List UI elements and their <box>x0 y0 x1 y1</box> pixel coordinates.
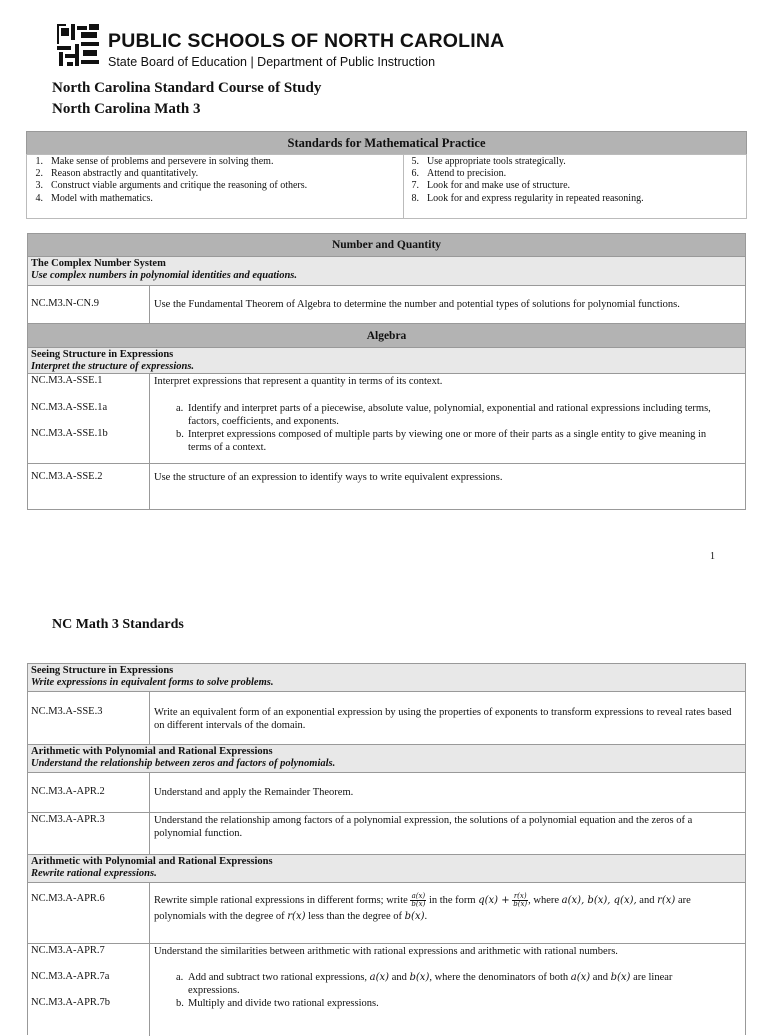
sub-standard: a. Identify and interpret parts of a piecewise, absolute value, polynomial, exponential and rational expressions including terms, factors, coefficients, and exponents. <box>176 403 711 427</box>
standard-code: NC.M3.A-APR.3 <box>31 814 105 825</box>
standards-table-page1 <box>27 233 746 510</box>
standard-code: NC.M3.A-SSE.2 <box>31 471 103 482</box>
standard-code: NC.M3.A-SSE.1b <box>31 428 108 439</box>
standard-text: Use the structure of an expression to identify ways to write equivalent expressions. <box>154 472 503 483</box>
table-row <box>28 773 745 813</box>
table-row <box>28 944 745 1036</box>
standard-text: Use the Fundamental Theorem of Algebra to determine the number and potential types of solutions for polynomial functions. <box>154 299 680 310</box>
standard-code: NC.M3.A-APR.2 <box>31 786 105 797</box>
table-row <box>28 883 745 944</box>
org-subtitle: State Board of Education | Department of Public Instruction <box>108 55 436 69</box>
sub-standard: b. Multiply and divide two rational expressions. <box>176 998 379 1009</box>
cluster-zeros-factors: Arithmetic with Polynomial and Rational Expressions Understand the relationship between zeros and factors of polynomials. <box>28 745 745 773</box>
nc-dpi-logo <box>55 22 101 68</box>
standard-code: NC.M3.A-SSE.1 <box>31 375 103 386</box>
standard-code: NC.M3.A-APR.7b <box>31 997 111 1008</box>
standard-text: Interpret expressions that represent a quantity in terms of its context. <box>154 376 443 387</box>
standard-code: NC.M3.A-APR.6 <box>31 893 105 904</box>
practices-heading: Standards for Mathematical Practice <box>26 131 747 155</box>
standard-code: NC.M3.A-SSE.3 <box>31 706 103 717</box>
sub-standard: b. Interpret expressions composed of multiple parts by viewing one or more of their parts as a single entity to give meaning in terms of a context. <box>176 429 707 453</box>
practice-item: 2. Reason abstractly and quantitatively. <box>35 168 199 180</box>
table-row <box>28 464 745 510</box>
cluster-equivalent-forms: Seeing Structure in Expressions Write expressions in equivalent forms to solve problems. <box>28 664 745 692</box>
practices-right-column <box>403 156 644 205</box>
standards-table-page2 <box>27 663 746 1035</box>
section-heading: NC Math 3 Standards <box>52 617 184 632</box>
standard-code: NC.M3.N-CN.9 <box>31 298 99 309</box>
standard-text: Understand the similarities between arithmetic with rational expressions and arithmetic with rational numbers. <box>154 946 618 957</box>
org-name: PUBLIC SCHOOLS OF NORTH CAROLINA <box>108 30 505 52</box>
cluster-seeing-structure: Seeing Structure in Expressions Interpret the structure of expressions. <box>28 348 745 374</box>
course-title: North Carolina Math 3 <box>52 101 201 117</box>
standard-text: Write an equivalent form of an exponential expression by using the properties of exponents to transform expressions to reveal rates based on different intervals of the domain. <box>154 707 732 731</box>
cluster-rewrite-rational: Arithmetic with Polynomial and Rational Expressions Rewrite rational expressions. <box>28 855 745 883</box>
document-title: North Carolina Standard Course of Study <box>52 80 322 96</box>
standard-code: NC.M3.A-SSE.1a <box>31 402 108 413</box>
table-row <box>28 813 745 855</box>
practice-item: 5. Use appropriate tools strategically. <box>411 156 566 167</box>
standard-text: Rewrite simple rational expressions in different forms; write $\frac{a(x)}{b(x)}$ in the form q(x) + $\frac{r(x)}{b(x)}$ , where a(x), b(x), q(x), and r(x) are polynomials with the degree of r(x) less than the degree of b(x). <box>154 892 691 922</box>
table-row <box>28 286 745 324</box>
table-row <box>28 692 745 745</box>
practices-list <box>26 154 747 219</box>
practice-item: 7. Look for and make use of structure. <box>411 180 571 192</box>
practice-item: 8. Look for and express regularity in repeated reasoning. <box>411 192 644 204</box>
number-and-quantity-band: Number and Quantity <box>28 234 745 257</box>
sub-standard: a. Add and subtract two rational expressions, a(x) and b(x), where the denominators of both a(x) and b(x) are linear expressions. <box>176 972 673 996</box>
practice-item: 6. Attend to precision. <box>411 168 507 180</box>
standard-code: NC.M3.A-APR.7a <box>31 971 110 982</box>
practice-item: 1. Make sense of problems and persevere in solving them. <box>35 156 274 167</box>
practice-item: 3. Construct viable arguments and critique the reasoning of others. <box>35 180 308 192</box>
algebra-band: Algebra <box>28 324 745 348</box>
standard-text: Understand the relationship among factors of a polynomial expression, the solutions of a polynomial equation and the zeros of a polynomial function. <box>154 815 693 839</box>
standard-text: Understand and apply the Remainder Theorem. <box>154 787 354 798</box>
cluster-complex-numbers: The Complex Number System Use complex numbers in polynomial identities and equations. <box>28 257 745 286</box>
table-row <box>28 374 745 464</box>
practice-item: 4. Model with mathematics. <box>35 192 153 204</box>
standard-code: NC.M3.A-APR.7 <box>31 945 105 956</box>
page-number: 1 <box>710 551 715 562</box>
practices-left-column <box>27 156 307 205</box>
